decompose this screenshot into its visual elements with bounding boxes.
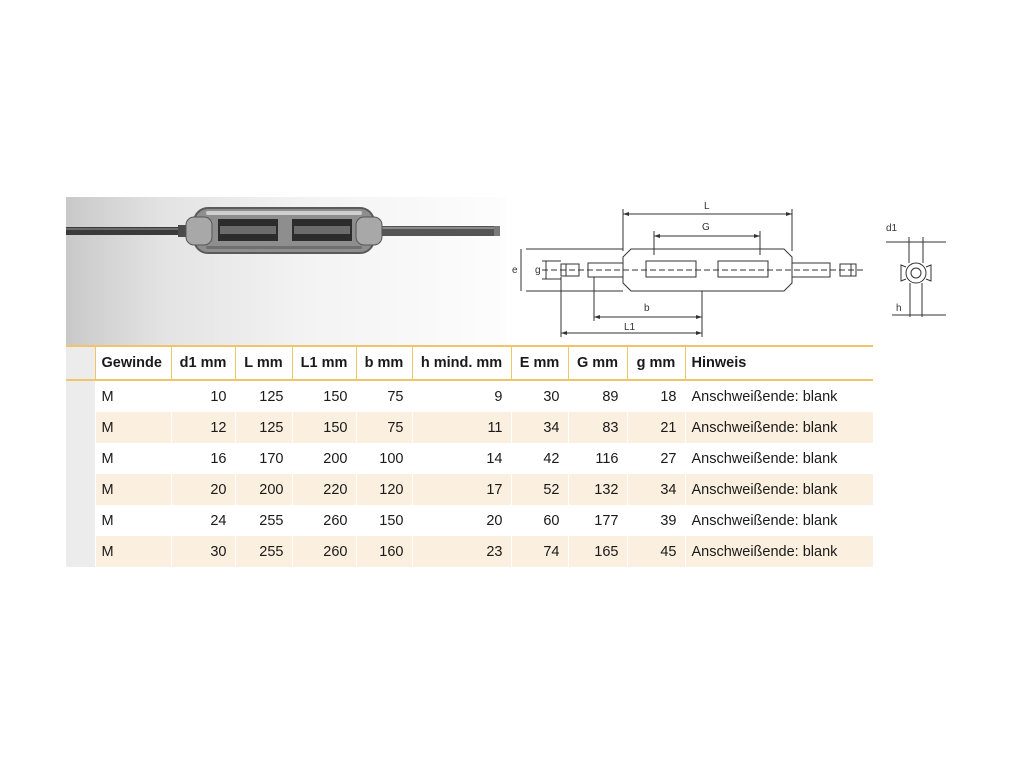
table-cell: 10: [171, 380, 235, 412]
table-cell: M: [95, 412, 171, 443]
turnbuckle-photo: [66, 197, 506, 345]
table-row: [66, 380, 873, 412]
table-cell: Anschweißende: blank: [685, 536, 873, 567]
table-cell: 165: [568, 536, 627, 567]
technical-drawing: [506, 197, 952, 345]
spec-table: [66, 345, 873, 567]
table-cell: 150: [292, 412, 356, 443]
table-cell: 255: [235, 505, 292, 536]
table-cell: 21: [627, 412, 685, 443]
table-cell: 125: [235, 380, 292, 412]
table-cell: M: [95, 474, 171, 505]
table-cell: 34: [627, 474, 685, 505]
label-L1: L1: [624, 322, 636, 333]
table-cell: 42: [511, 443, 568, 474]
table-cell: 255: [235, 536, 292, 567]
table-row: [66, 536, 873, 567]
table-cell: M: [95, 380, 171, 412]
table-cell: 30: [511, 380, 568, 412]
table-row: [66, 443, 873, 474]
table-cell: 16: [171, 443, 235, 474]
table-cell: Anschweißende: blank: [685, 443, 873, 474]
table-cell: 18: [627, 380, 685, 412]
header-cell: L1 mm: [292, 346, 356, 380]
table-cell: M: [95, 536, 171, 567]
header-cell: d1 mm: [171, 346, 235, 380]
header-cell: g mm: [627, 346, 685, 380]
label-b: b: [644, 303, 650, 314]
table-cell: M: [95, 505, 171, 536]
table-row: [66, 474, 873, 505]
header-cell: h mind. mm: [412, 346, 511, 380]
table-cell: 160: [356, 536, 412, 567]
label-g: g: [535, 265, 541, 276]
table-cell: 24: [171, 505, 235, 536]
table-cell: 220: [292, 474, 356, 505]
table-cell: 83: [568, 412, 627, 443]
table-cell: 150: [292, 380, 356, 412]
table-cell: 170: [235, 443, 292, 474]
table-cell: 14: [412, 443, 511, 474]
table-cell: 132: [568, 474, 627, 505]
table-cell: 125: [235, 412, 292, 443]
table-cell: 75: [356, 380, 412, 412]
header-cell: G mm: [568, 346, 627, 380]
table-cell: Anschweißende: blank: [685, 380, 873, 412]
table-cell: 75: [356, 412, 412, 443]
header-cell: L mm: [235, 346, 292, 380]
table-cell: 116: [568, 443, 627, 474]
table-row: [66, 505, 873, 536]
table-cell: 200: [292, 443, 356, 474]
table-cell: Anschweißende: blank: [685, 474, 873, 505]
table-cell: 260: [292, 505, 356, 536]
table-cell: 20: [171, 474, 235, 505]
table-cell: 20: [412, 505, 511, 536]
header-cell: b mm: [356, 346, 412, 380]
table-cell: M: [95, 443, 171, 474]
header-cell: Gewinde: [95, 346, 171, 380]
label-e: e: [512, 265, 518, 276]
table-cell: 9: [412, 380, 511, 412]
table-cell: 150: [356, 505, 412, 536]
header-cell: Hinweis: [685, 346, 873, 380]
table-cell: 100: [356, 443, 412, 474]
table-cell: 34: [511, 412, 568, 443]
table-cell: 52: [511, 474, 568, 505]
label-h: h: [896, 303, 902, 314]
technical-drawing-graphic: [506, 197, 952, 345]
table-cell: 60: [511, 505, 568, 536]
table-header-row: [66, 346, 873, 380]
table-cell: 23: [412, 536, 511, 567]
label-G: G: [702, 222, 710, 233]
table-cell: 12: [171, 412, 235, 443]
table-cell: 89: [568, 380, 627, 412]
table-cell: 260: [292, 536, 356, 567]
table-cell: 11: [412, 412, 511, 443]
table-cell: 74: [511, 536, 568, 567]
header-edge: [66, 346, 95, 380]
table-cell: 45: [627, 536, 685, 567]
label-d1: d1: [886, 223, 898, 234]
table-cell: 39: [627, 505, 685, 536]
table-cell: 120: [356, 474, 412, 505]
table-cell: Anschweißende: blank: [685, 412, 873, 443]
table-cell: 177: [568, 505, 627, 536]
table-cell: Anschweißende: blank: [685, 505, 873, 536]
table-cell: 17: [412, 474, 511, 505]
label-L: L: [704, 201, 710, 212]
table-cell: 200: [235, 474, 292, 505]
turnbuckle-photo-graphic: [66, 197, 506, 345]
table-cell: 30: [171, 536, 235, 567]
table-cell: 27: [627, 443, 685, 474]
header-cell: E mm: [511, 346, 568, 380]
table-row: [66, 412, 873, 443]
